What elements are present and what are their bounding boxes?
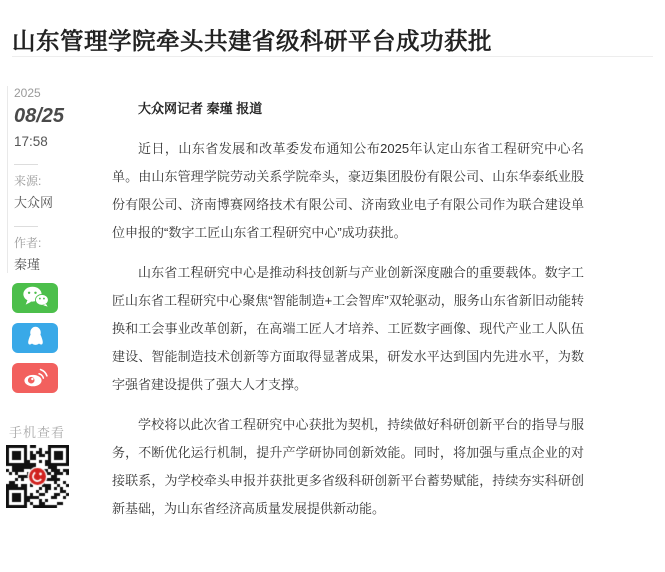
publish-year: 2025	[14, 86, 41, 100]
mobile-view-block	[4, 422, 70, 508]
wechat-icon	[22, 286, 49, 310]
qr-code	[6, 445, 69, 508]
qq-icon	[25, 326, 46, 350]
mobile-view-label: 手机查看	[8, 425, 65, 440]
page-title: 山东管理学院牵头共建省级科研平台成功获批	[12, 27, 492, 54]
source-value: 大众网	[14, 195, 54, 210]
meta-divider	[14, 164, 38, 165]
publish-time: 17:58	[14, 134, 48, 149]
article-meta	[7, 86, 103, 273]
share-buttons	[12, 283, 58, 403]
article-byline: 大众网记者 秦瑾 报道	[138, 101, 263, 116]
share-weibo-button[interactable]	[12, 363, 58, 393]
publish-date: 08/25	[14, 105, 65, 127]
weibo-icon	[23, 367, 48, 390]
author-value: 秦瑾	[14, 257, 41, 272]
title-divider	[12, 56, 653, 57]
article-body	[112, 95, 584, 535]
author-label: 作者:	[14, 236, 42, 250]
share-qq-button[interactable]	[12, 323, 58, 353]
meta-divider	[14, 226, 38, 227]
article-paragraph: 近日，山东省发展和改革委发布通知公布2025年认定山东省工程研究中心名单。由山东管理学院劳动关系学院牵头，豪迈集团股份有限公司、山东华泰纸业股份有限公司、济南博赛网络技术有限公司、济南致业电子有限公司作为联合建设单位申报的“数字工匠山东省工程研究中心”成功获批。	[112, 141, 584, 240]
share-wechat-button[interactable]	[12, 283, 58, 313]
article-paragraph: 学校将以此次省工程研究中心获批为契机，持续做好科研创新平台的指导与服务，不断优化运行机制，提升产学研协同创新效能。同时，将加强与重点企业的对接联系，为学校牵头申报并获批更多省级科研创新平台蓄势赋能，持续夯实科研创新基础，为山东省经济高质量发展提供新动能。	[112, 417, 584, 516]
source-label: 来源:	[14, 174, 42, 188]
article-paragraph: 山东省工程研究中心是推动科技创新与产业创新深度融合的重要载体。数字工匠山东省工程研究中心聚焦“智能制造+工会智库”双轮驱动，服务山东省新旧动能转换和工会事业改革创新，在高端工匠人才培养、工匠数字画像、现代产业工人队伍建设、智能制造技术创新等方面取得显著成果，研发水平达到国内先进水平，为数字强省建设提供了强大人才支撑。	[112, 265, 584, 392]
